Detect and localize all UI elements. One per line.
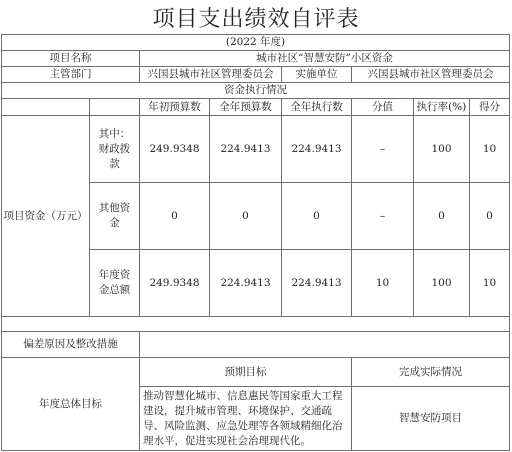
table-cell: 10	[470, 116, 510, 183]
header-blank	[90, 99, 140, 116]
page-title: 项目支出绩效自评表	[152, 6, 360, 32]
impl-unit-value: 兴国县城市社区管理委员会	[352, 67, 510, 83]
table-cell: 224.9413	[282, 116, 352, 183]
year-label: (2022 年度)	[2, 35, 510, 51]
spacer-row	[2, 317, 510, 332]
project-name-value: 城市社区“智慧安防”小区资金	[140, 51, 510, 67]
funds-group-label: 项目资金（万元）	[2, 116, 90, 317]
table-cell: 224.9413	[210, 116, 282, 183]
dept-label: 主管部门	[2, 67, 140, 83]
header-execution-rate: 执行率(%)	[414, 99, 470, 116]
annual-goal-label: 年度总体目标	[2, 358, 140, 451]
table-cell: 0	[282, 183, 352, 250]
table-cell: 100	[414, 250, 470, 317]
expected-goal-text: 推动智慧化城市、信息惠民等国家重大工程建设，提升城市管理、环境保护、交通疏导、风险监测、应急处理等各领域精细化治理水平，促进实现社会治理现代化。	[140, 387, 352, 451]
header-annual-executed: 全年执行数	[282, 99, 352, 116]
evaluation-table	[1, 34, 510, 451]
row-label-total: 年度资金总额	[90, 250, 140, 317]
table-cell: 100	[414, 116, 470, 183]
table-cell: –	[352, 183, 414, 250]
row-label-other: 其他资金	[90, 183, 140, 250]
expected-goal-header: 预期目标	[140, 358, 352, 387]
table-cell: –	[352, 116, 414, 183]
table-cell: 249.9348	[140, 250, 210, 317]
table-cell: 249.9348	[140, 116, 210, 183]
header-initial-budget: 年初预算数	[140, 99, 210, 116]
funds-section-header: 资金执行情况	[2, 83, 510, 99]
row-label-fiscal: 其中：财政拨款	[90, 116, 140, 183]
deviation-label: 偏差原因及整改措施	[2, 332, 140, 358]
dept-value: 兴国县城市社区管理委员会	[140, 67, 282, 83]
deviation-value	[140, 332, 510, 358]
impl-unit-label: 实施单位	[282, 67, 352, 83]
actual-result-header: 完成实际情况	[352, 358, 510, 387]
table-cell: 224.9413	[210, 250, 282, 317]
table-cell: 0	[140, 183, 210, 250]
header-annual-budget: 全年预算数	[210, 99, 282, 116]
header-score: 得分	[470, 99, 510, 116]
table-cell: 10	[352, 250, 414, 317]
table-cell: 10	[470, 250, 510, 317]
header-blank	[2, 99, 90, 116]
table-cell: 0	[414, 183, 470, 250]
table-cell: 0	[470, 183, 510, 250]
project-name-label: 项目名称	[2, 51, 140, 67]
actual-result-text: 智慧安防项目	[352, 387, 510, 451]
table-cell: 0	[210, 183, 282, 250]
table-cell: 224.9413	[282, 250, 352, 317]
header-score-weight: 分值	[352, 99, 414, 116]
